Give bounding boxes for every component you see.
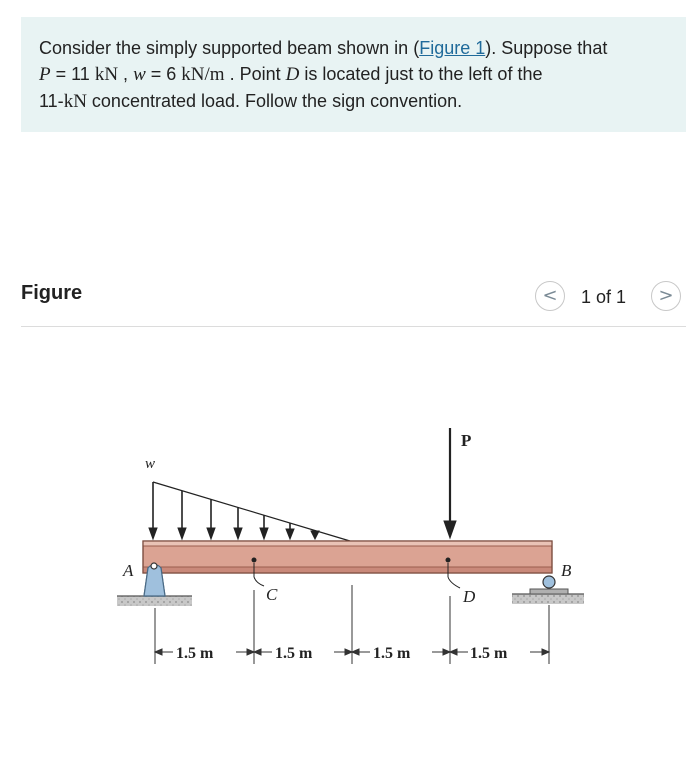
figure-title: Figure	[21, 282, 83, 304]
dimension-label-2: 1.5 m	[275, 645, 313, 662]
chevron-right-icon: >	[658, 285, 674, 306]
distributed-load	[149, 482, 350, 541]
dimension-label-1: 1.5 m	[176, 645, 214, 662]
label-p: P	[461, 431, 472, 450]
var-d: D	[285, 64, 300, 85]
dimension-label-4: 1.5 m	[470, 645, 508, 662]
p-equals: = 11	[50, 64, 95, 84]
figure-1-link[interactable]: Figure 1	[419, 38, 486, 58]
point-text: . Point	[224, 64, 286, 84]
problem-intro: Consider the simply supported beam shown in (	[39, 38, 420, 58]
roller-support-b	[512, 576, 584, 604]
label-w: w	[145, 456, 156, 472]
point-load-p	[444, 428, 456, 538]
problem-after-link: ). Suppose that	[485, 38, 608, 58]
label-c: C	[266, 585, 278, 604]
label-b: B	[561, 561, 572, 580]
located-text: is located just to the left of the	[299, 64, 543, 84]
separator: ,	[118, 64, 134, 84]
w-unit: kN/m	[181, 64, 225, 85]
var-p: P	[39, 64, 51, 85]
dimension-label-3: 1.5 m	[373, 645, 411, 662]
label-a: A	[123, 561, 134, 580]
load-text: concentrated load. Follow the sign convention.	[86, 91, 463, 111]
beam	[143, 541, 552, 573]
label-d: D	[463, 587, 476, 606]
p-unit: kN	[94, 64, 119, 85]
figure-page-count: 1 of 1	[581, 287, 627, 307]
chevron-left-icon: <	[542, 285, 558, 306]
w-equals: = 6	[145, 64, 182, 84]
var-w: w	[133, 64, 146, 85]
load-unit: kN	[63, 91, 87, 112]
load-value: 11-	[39, 91, 64, 111]
